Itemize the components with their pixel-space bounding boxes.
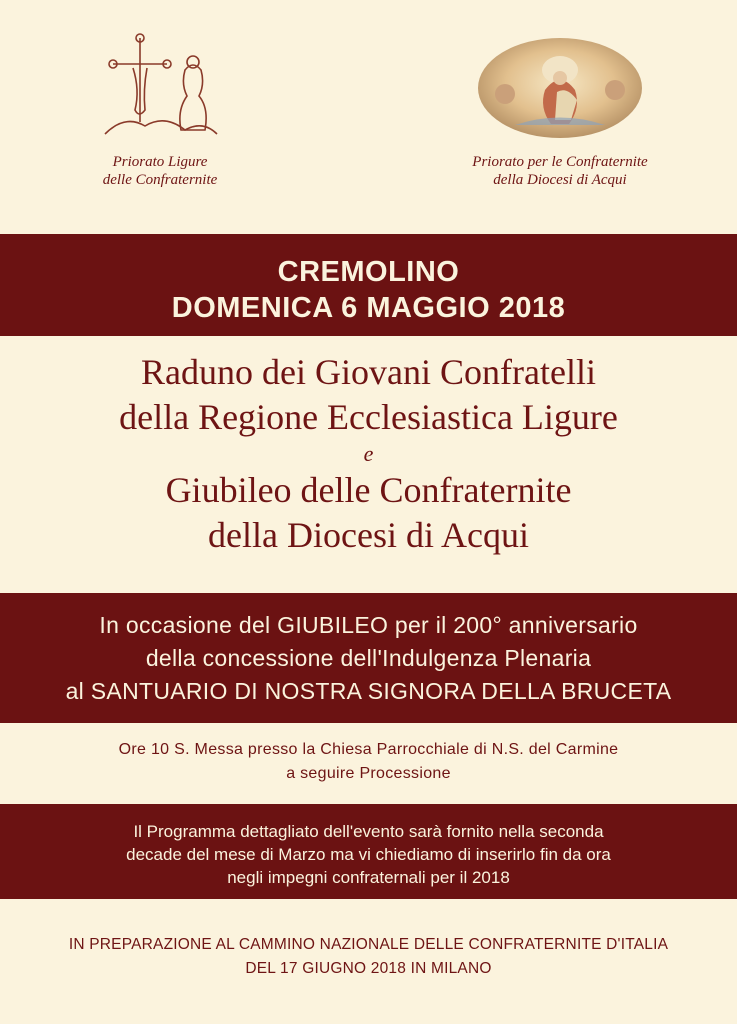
painting-oval-icon (475, 30, 645, 142)
occasion-band (0, 593, 737, 723)
title-conjunction: e (363, 441, 374, 466)
event-titles (0, 350, 737, 558)
occasion-line-1: In occasione del GIUBILEO per il 200° anniversario (99, 612, 638, 638)
program-line-1: Ore 10 S. Messa presso la Chiesa Parrocchiale di N.S. del Carmine (118, 741, 619, 758)
title-line-1: Raduno dei Giovani Confratelli (141, 352, 596, 392)
right-logo-caption-line1: Priorato per le Confraternite (472, 154, 648, 170)
footer-line-2: DEL 17 GIUGNO 2018 IN MILANO (245, 960, 492, 977)
title-line-4: della Diocesi di Acqui (208, 515, 529, 555)
notice-band (0, 804, 737, 899)
right-logo-caption-line2: della Diocesi di Acqui (493, 172, 627, 188)
notice-line-1: Il Programma dettagliato dell'evento sarà fornito nella seconda (133, 822, 604, 841)
notice-line-3: negli impegni confraternali per il 2018 (227, 868, 510, 887)
left-logo-caption-line2: delle Confraternite (102, 172, 218, 188)
title-line-3: Giubileo delle Confraternite (165, 470, 572, 510)
program-info (0, 738, 737, 786)
header-band (0, 234, 737, 336)
notice-line-2: decade del mese di Marzo ma vi chiediamo di inserirlo fin da ora (126, 845, 611, 864)
left-logo (60, 30, 260, 189)
footer-note (0, 933, 737, 981)
left-logo-caption-line1: Priorato Ligure (112, 154, 208, 170)
program-line-2: a seguire Processione (286, 765, 451, 782)
occasion-line-3: al SANTUARIO DI NOSTRA SIGNORA DELLA BRUCETA (65, 678, 672, 704)
crucifix-emblem-icon (85, 30, 235, 142)
footer-line-1: IN PREPARAZIONE AL CAMMINO NAZIONALE DELLE CONFRATERNITE D'ITALIA (68, 936, 669, 953)
location-title: CREMOLINO (277, 256, 460, 288)
title-line-2: della Regione Ecclesiastica Ligure (119, 397, 618, 437)
right-logo (440, 30, 680, 189)
occasion-line-2: della concessione dell'Indulgenza Plenaria (145, 645, 592, 671)
event-date: DOMENICA 6 MAGGIO 2018 (171, 292, 566, 324)
